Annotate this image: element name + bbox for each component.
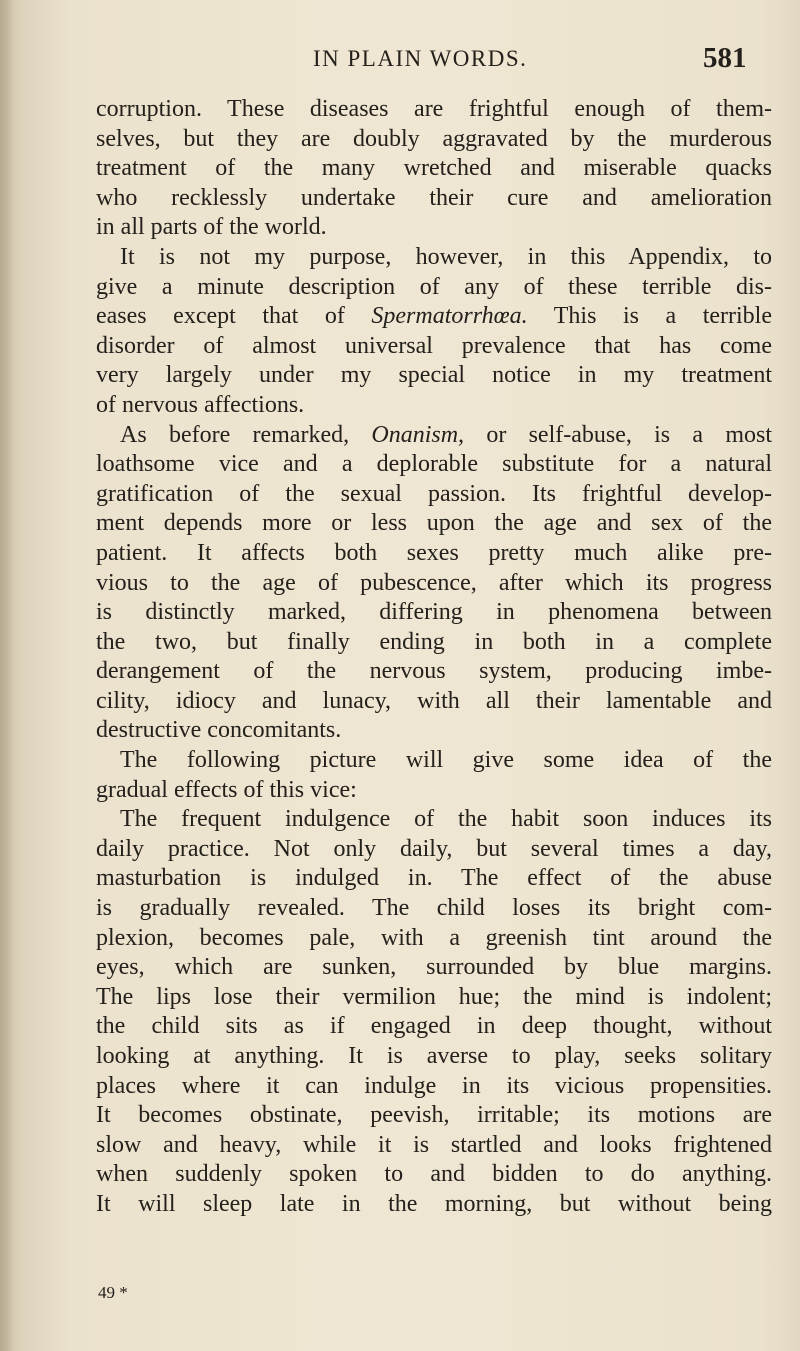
text-line: The following picture will give some idea of the [120, 747, 772, 774]
text-line: The frequent indulgence of the habit soon induces its [120, 806, 772, 833]
text-line: is distinctly marked, differing in phenomena between [96, 599, 772, 626]
text-line: plexion, becomes pale, with a greenish tint around the [96, 924, 772, 951]
text-line: when suddenly spoken to and bidden to do anything. [96, 1161, 772, 1188]
running-head [0, 42, 800, 82]
italic-term: Onanism, [371, 421, 465, 448]
italic-term: Spermatorrhœa. [371, 303, 528, 330]
text-line: the two, but finally ending in both in a complete [96, 628, 772, 655]
text-line: ment depends more or less upon the age and sex of the [96, 510, 772, 537]
text-line: looking at anything. It is averse to play, seeks solitary [96, 1043, 772, 1069]
running-head-title: IN PLAIN WORDS. [313, 46, 528, 71]
text-line: disorder of almost universal prevalence that has come [96, 332, 772, 359]
text-line: places where it can indulge in its vicious propensities. [96, 1072, 772, 1099]
text-line: It will sleep late in the morning, but without being [96, 1190, 772, 1217]
text-line: The lips lose their vermilion hue; the mind is indolent; [96, 983, 772, 1010]
text-line: is gradually revealed. The child loses its bright com- [96, 895, 772, 922]
text-line: It is not my purpose, however, in this Appendix, to [120, 243, 772, 270]
signature-mark: 49 * [98, 1283, 128, 1302]
text-line: of nervous affections. [96, 391, 305, 418]
text-line: very largely under my special notice in my treatment [96, 362, 772, 389]
text-line: patient. It affects both sexes pretty much alike pre- [96, 539, 772, 566]
text-line: the child sits as if engaged in deep thought, without [96, 1013, 772, 1040]
text-line: eyes, which are sunken, surrounded by blue margins. [96, 954, 772, 981]
text-line: slow and heavy, while it is startled and looks frightened [96, 1131, 772, 1158]
text-line: eases except that of Spermatorrhœa. This is a terrible [96, 303, 772, 330]
page-number: 581 [703, 42, 747, 74]
text-line: As before remarked, Onanism, or self-abuse, is a most [120, 421, 772, 448]
text-line: derangement of the nervous system, producing imbe- [96, 658, 772, 685]
text-line: gratification of the sexual passion. Its frightful develop- [96, 480, 772, 507]
text-line: who recklessly undertake their cure and amelioration [96, 184, 772, 211]
text-line: corruption. These diseases are frightful enough of them- [96, 96, 772, 122]
text-line: masturbation is indulged in. The effect of the abuse [96, 865, 772, 892]
body-text [96, 95, 772, 1220]
text-line: gradual effects of this vice: [96, 776, 357, 803]
text-line: It becomes obstinate, peevish, irritable; its motions are [96, 1102, 772, 1129]
text-line: cility, idiocy and lunacy, with all their lamentable and [96, 687, 772, 714]
text-line: daily practice. Not only daily, but several times a day, [96, 835, 772, 862]
text-line: vious to the age of pubescence, after which its progress [96, 569, 772, 596]
text-line: loathsome vice and a deplorable substitute for a natural [96, 451, 772, 478]
text-line: in all parts of the world. [96, 214, 327, 241]
text-line: destructive concomitants. [96, 717, 342, 744]
text-line: treatment of the many wretched and miserable quacks [96, 155, 772, 182]
text-line: selves, but they are doubly aggravated by the murderous [96, 125, 772, 152]
text-line: give a minute description of any of these terrible dis- [96, 273, 772, 300]
page-gutter-shadow [0, 0, 14, 1351]
